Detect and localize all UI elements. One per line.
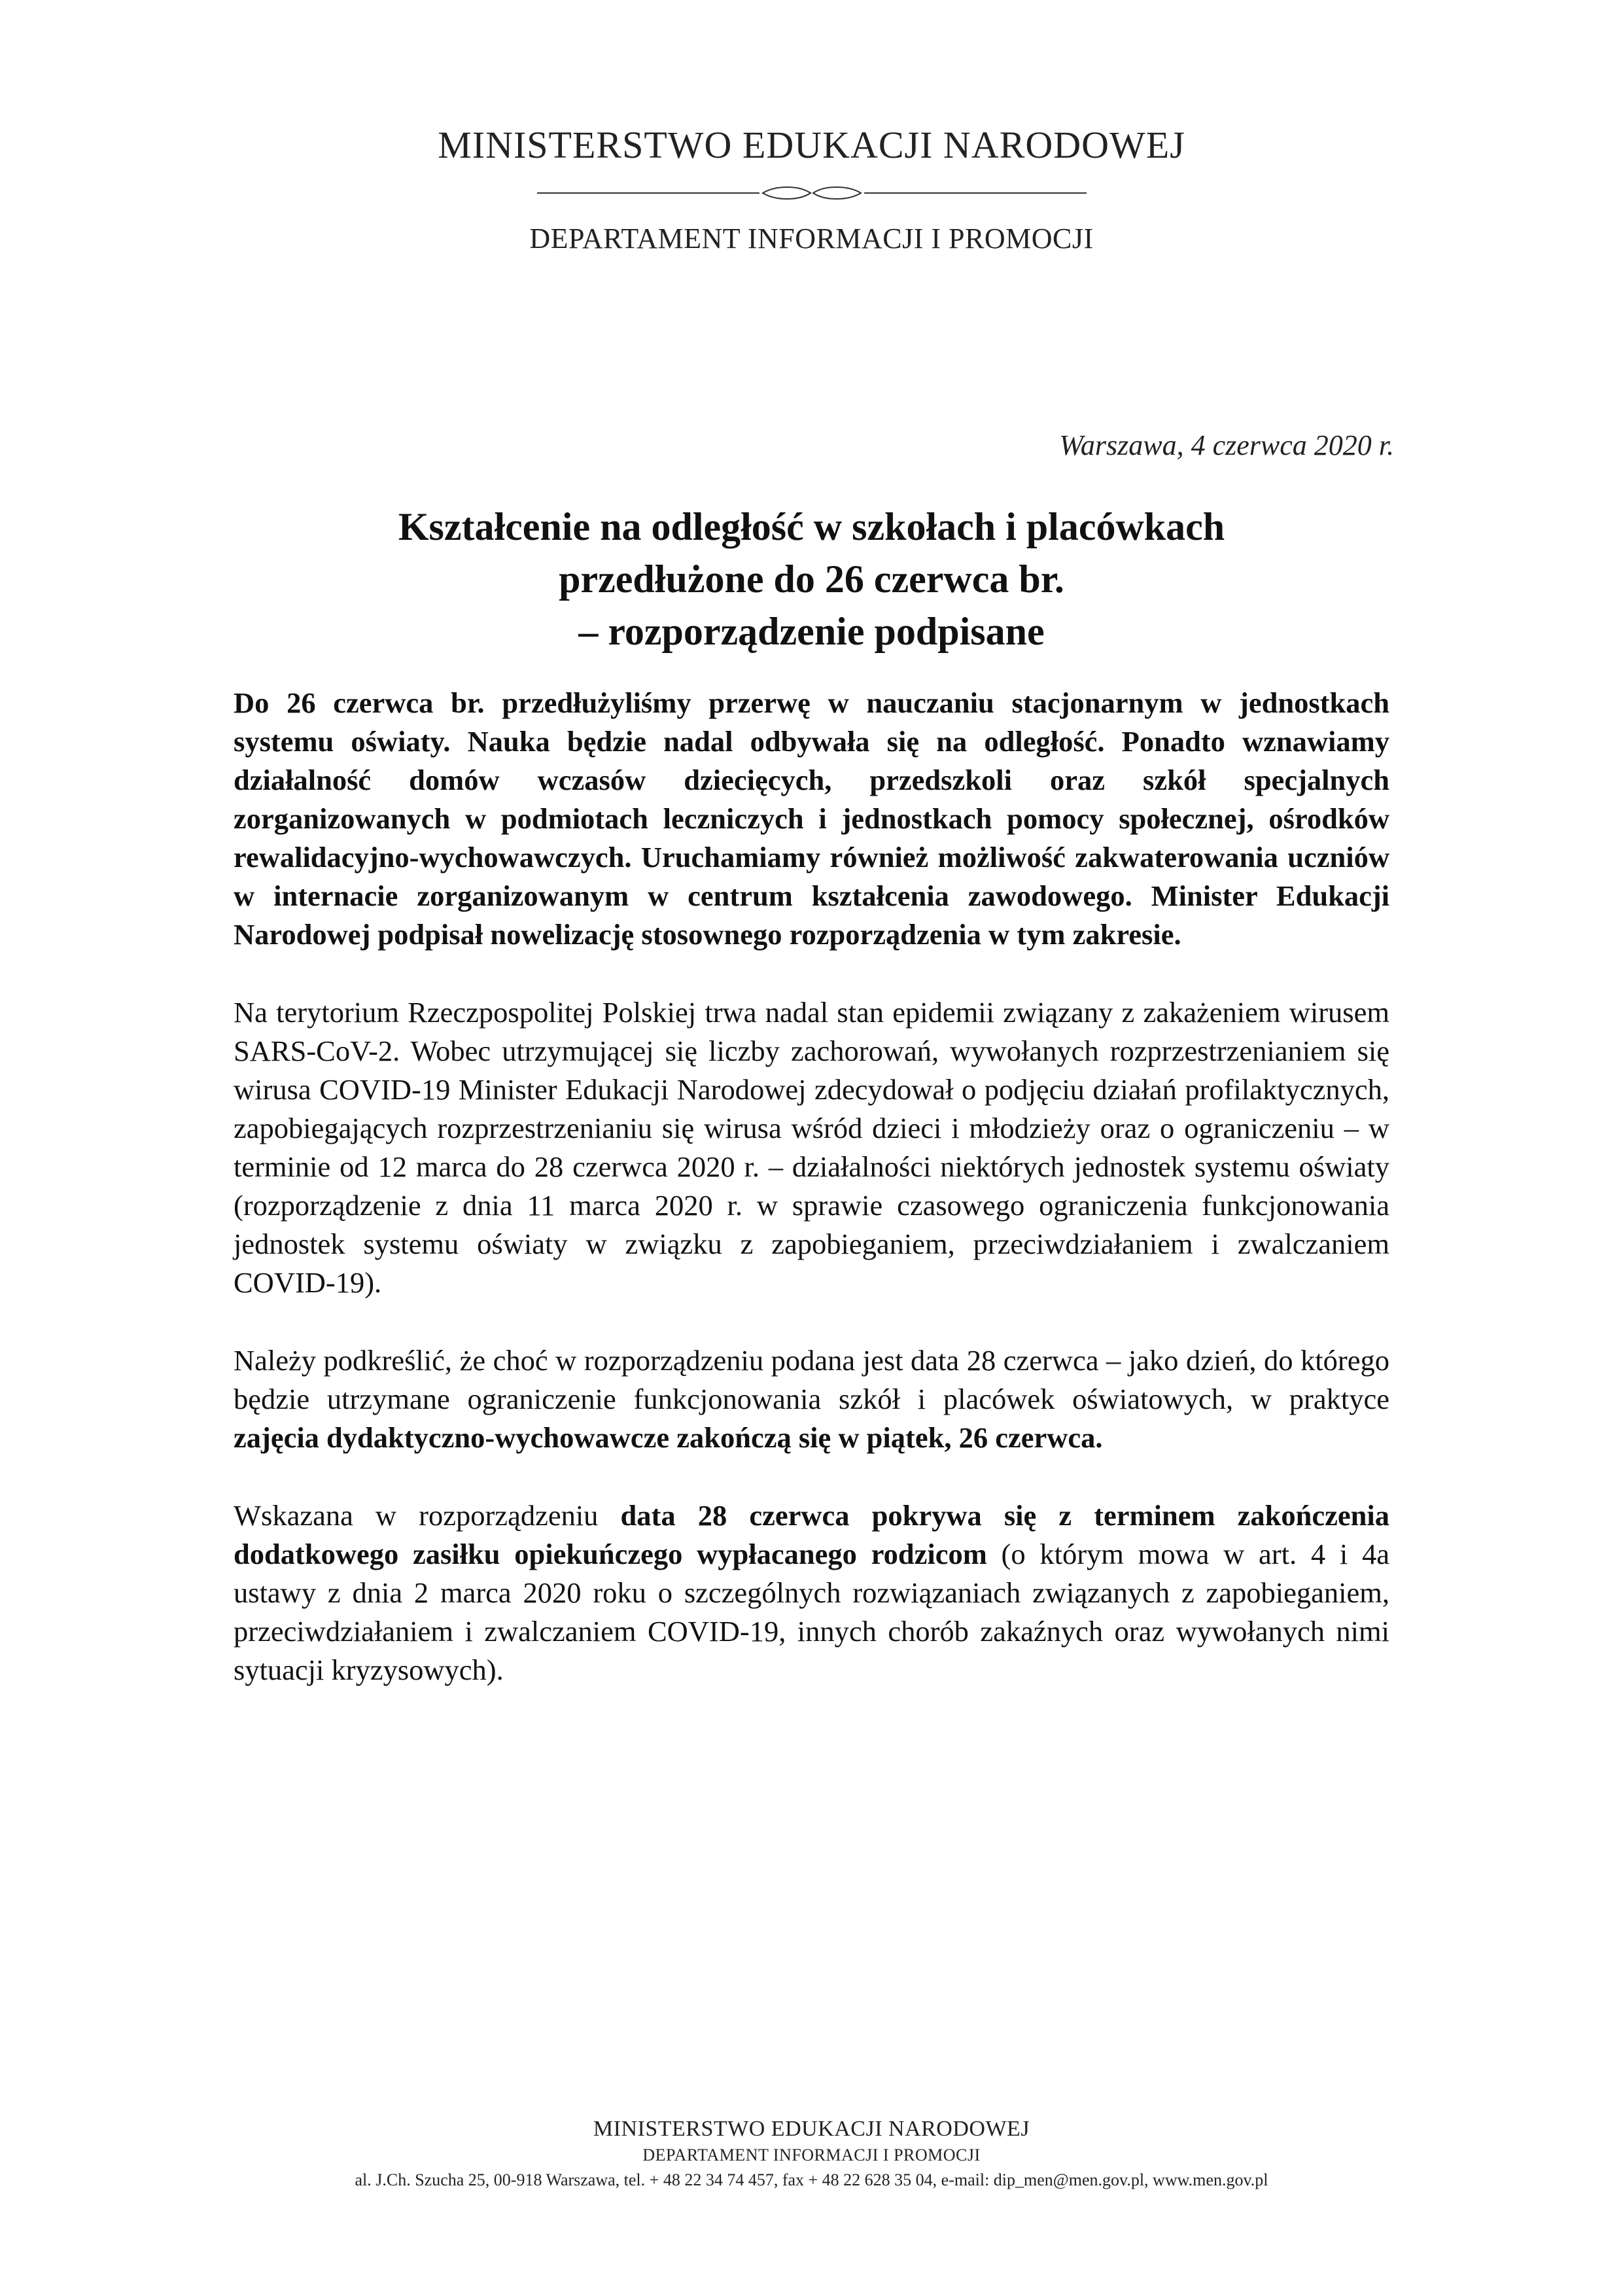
title-line: – rozporządzenie podpisane: [578, 610, 1045, 653]
document-title: [236, 501, 1387, 658]
paragraph-text: Należy podkreślić, że choć w rozporządzeniu podana jest data 28 czerwca – jako dzień, do którego będzie utrzymane ograniczenie funkcjonowania szkół i placówek oświatowych, w praktyce: [234, 1344, 1389, 1415]
letterhead: [0, 124, 1623, 255]
footer-organization: MINISTERSTWO EDUKACJI NARODOWEJ: [593, 2117, 1030, 2141]
paragraph-emphasis: data 28 czerwca pokrywa się z terminem zakończenia dodatkowego zasiłku opiekuńczego wypłacanego rodzicom: [234, 1499, 1390, 1570]
title-line: Kształcenie na odległość w szkołach i placówkach: [398, 505, 1225, 548]
footer-department: DEPARTAMENT INFORMACJI I PROMOCJI: [642, 2146, 981, 2164]
letterhead-department: DEPARTAMENT INFORMACJI I PROMOCJI: [529, 222, 1094, 255]
paragraph-text: (o którym mowa w art. 4 i 4a ustawy z dnia 2 marca 2020 roku o szczególnych rozwiązaniach związanych z zapobieganiem, przeciwdziałaniem i zwalczaniem COVID-19, innych chorób zakaźnych oraz wywołanych nimi sytuacji kryzysowych).: [234, 1538, 1389, 1686]
title-line: przedłużone do 26 czerwca br.: [559, 557, 1064, 601]
place-date: Warszawa, 4 czerwca 2020 r.: [1059, 429, 1394, 461]
footer-contact: al. J.Ch. Szucha 25, 00-918 Warszawa, tel. + 48 22 34 74 457, fax + 48 22 628 35 04, e-mail: dip_men@men.gov.pl, www.men.gov.pl: [355, 2170, 1268, 2189]
document-body: [234, 684, 1389, 1729]
paragraph-text: Wskazana w rozporządzeniu: [234, 1499, 621, 1532]
letterhead-organization: MINISTERSTWO EDUKACJI NARODOWEJ: [438, 124, 1185, 166]
body-paragraph: Na terytorium Rzeczpospolitej Polskiej trwa nadal stan epidemii związany z zakażeniem wirusem SARS-CoV-2. Wobec utrzymującej się liczby zachorowań, wywołanych rozprzestrzenianiem się wirusa COVID-19 Minister Edukacji Narodowej zdecydował o podjęciu działań profilaktycznych, zapobiegających rozprzestrzenianiu się wirusa wśród dzieci i młodzieży oraz o ograniczeniu – w terminie od 12 marca do 28 czerwca 2020 r. – działalności niektórych jednostek systemu oświaty (rozporządzenie z dnia 11 marca 2020 r. w sprawie czasowego ograniczenia funkcjonowania jednostek systemu oświaty w związku z zapobieganiem, przeciwdziałaniem i zwalczaniem COVID-19).: [234, 996, 1389, 1299]
body-paragraph: [234, 1341, 1389, 1457]
footer: [0, 2115, 1623, 2193]
lead-paragraph: Do 26 czerwca br. przedłużyliśmy przerwę w nauczaniu stacjonarnym w jednostkach systemu oświaty. Nauka będzie nadal odbywała się na odległość. Ponadto wznawiamy działalność domów wczasów dziecięcych, przedszkoli oraz szkół specjalnych zorganizowanych w podmiotach leczniczych i jednostkach pomocy społecznej, ośrodków rewalidacyjno-wychowawczych. Uruchamiamy również możliwość zakwaterowania uczniów w internacie zorganizowanym w centrum kształcenia zawodowego. Minister Edukacji Narodowej podpisał nowelizację stosownego rozporządzenia w tym zakresie.: [234, 686, 1389, 951]
paragraph-emphasis: zajęcia dydaktyczno-wychowawcze zakończą się w piątek, 26 czerwca.: [234, 1421, 1103, 1454]
ornament-divider: [537, 183, 1087, 203]
body-paragraph: [234, 1496, 1389, 1689]
